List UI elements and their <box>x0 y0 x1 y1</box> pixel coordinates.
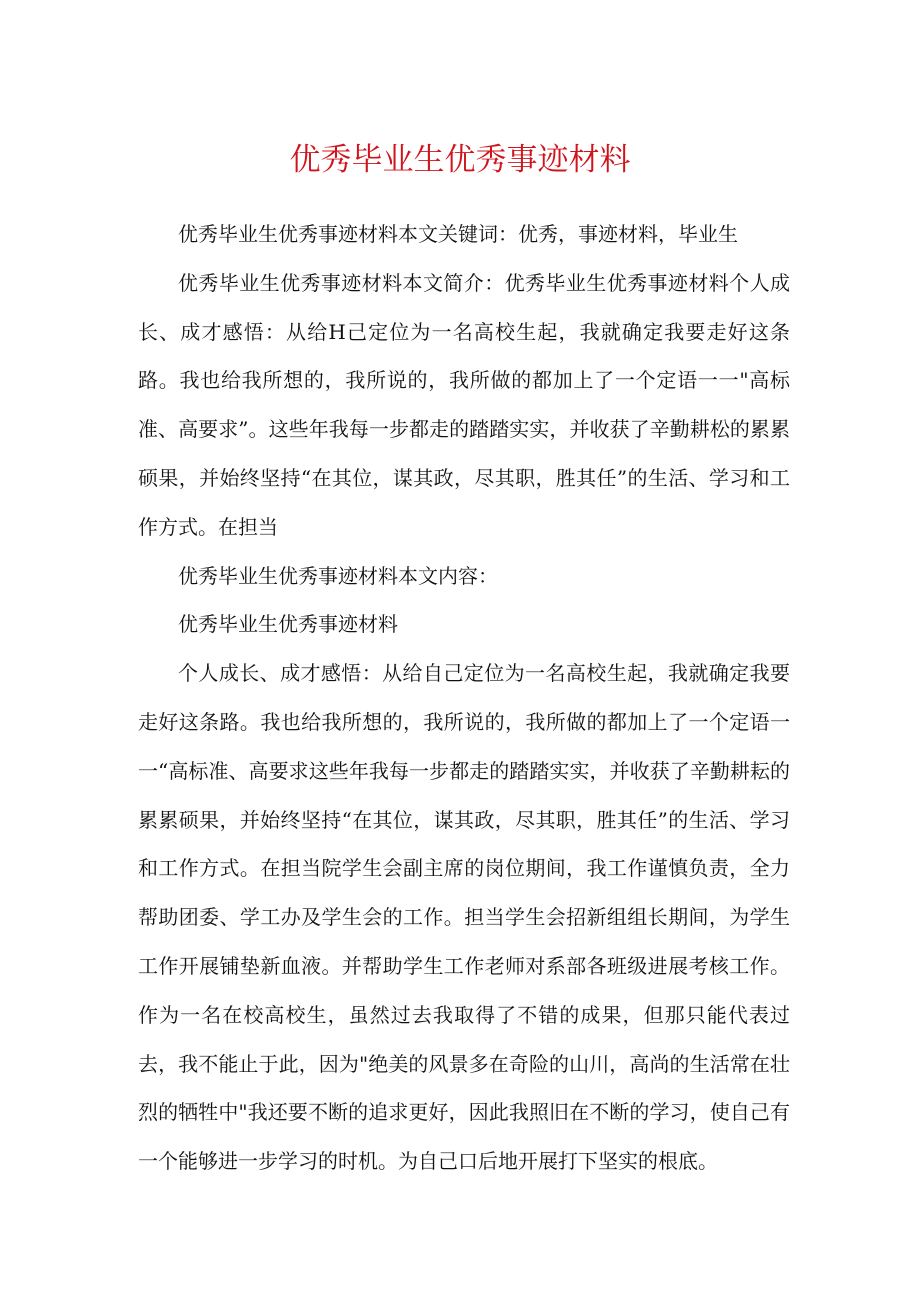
content-title: 优秀毕业生优秀事迹材料 <box>178 612 398 637</box>
summary-paragraph: 优秀毕业生优秀事迹材料本文简介：优秀毕业生优秀事迹材料个人成长、成才感悟：从给H己定位为一名高校生起，我就确定我要走好这条路。我也给我所想的，我所说的，我所做的都加上了一个定语一一"高标准、高要求”。这些年我每一步都走的踏踏实实，并收获了辛勤耕松的累累硕果，并始终坚持“在其位，谋其政，尽其职，胜其任”的生活、学习和工作方式。在担当 <box>138 270 790 539</box>
content-heading: 优秀毕业生优秀事迹材料本文内容： <box>178 563 498 588</box>
main-paragraph: 个人成长、成才感悟：从给自己定位为一名高校生起，我就确定我要走好这条路。我也给我所想的，我所说的，我所做的都加上了一个定语一一“高标准、高要求这些年我每一步都走的踏踏实实，并收获了辛勤耕耘的累累硕果，并始终坚持“在其位，谋其政，尽其职，胜其任”的生活、学习和工作方式。在担当院学生会副主席的岗位期间，我工作谨慎负责，全力帮助团委、学工办及学生会的工作。担当学生会招新组组长期间，为学生工作开展铺垫新血液。并帮助学生工作老师对系部各班级进展考核工作。作为一名在校高校生，虽然过去我取得了不错的成果，但那只能代表过去，我不能止于此，因为"绝美的风景多在奇险的山川，高尚的生活常在壮烈的牺牲中"我还要不断的追求更好，因此我照旧在不断的学习，使自己有一个能够进一步学习的时机。为自己口后地开展打下坚实的根底。 <box>138 661 790 1174</box>
keywords-paragraph: 优秀毕业生优秀事迹材料本文关键词：优秀，事迹材料，毕业生 <box>178 222 738 246</box>
document-body <box>138 210 790 1186</box>
document-title: 优秀毕业生优秀事迹材料 <box>289 142 631 178</box>
